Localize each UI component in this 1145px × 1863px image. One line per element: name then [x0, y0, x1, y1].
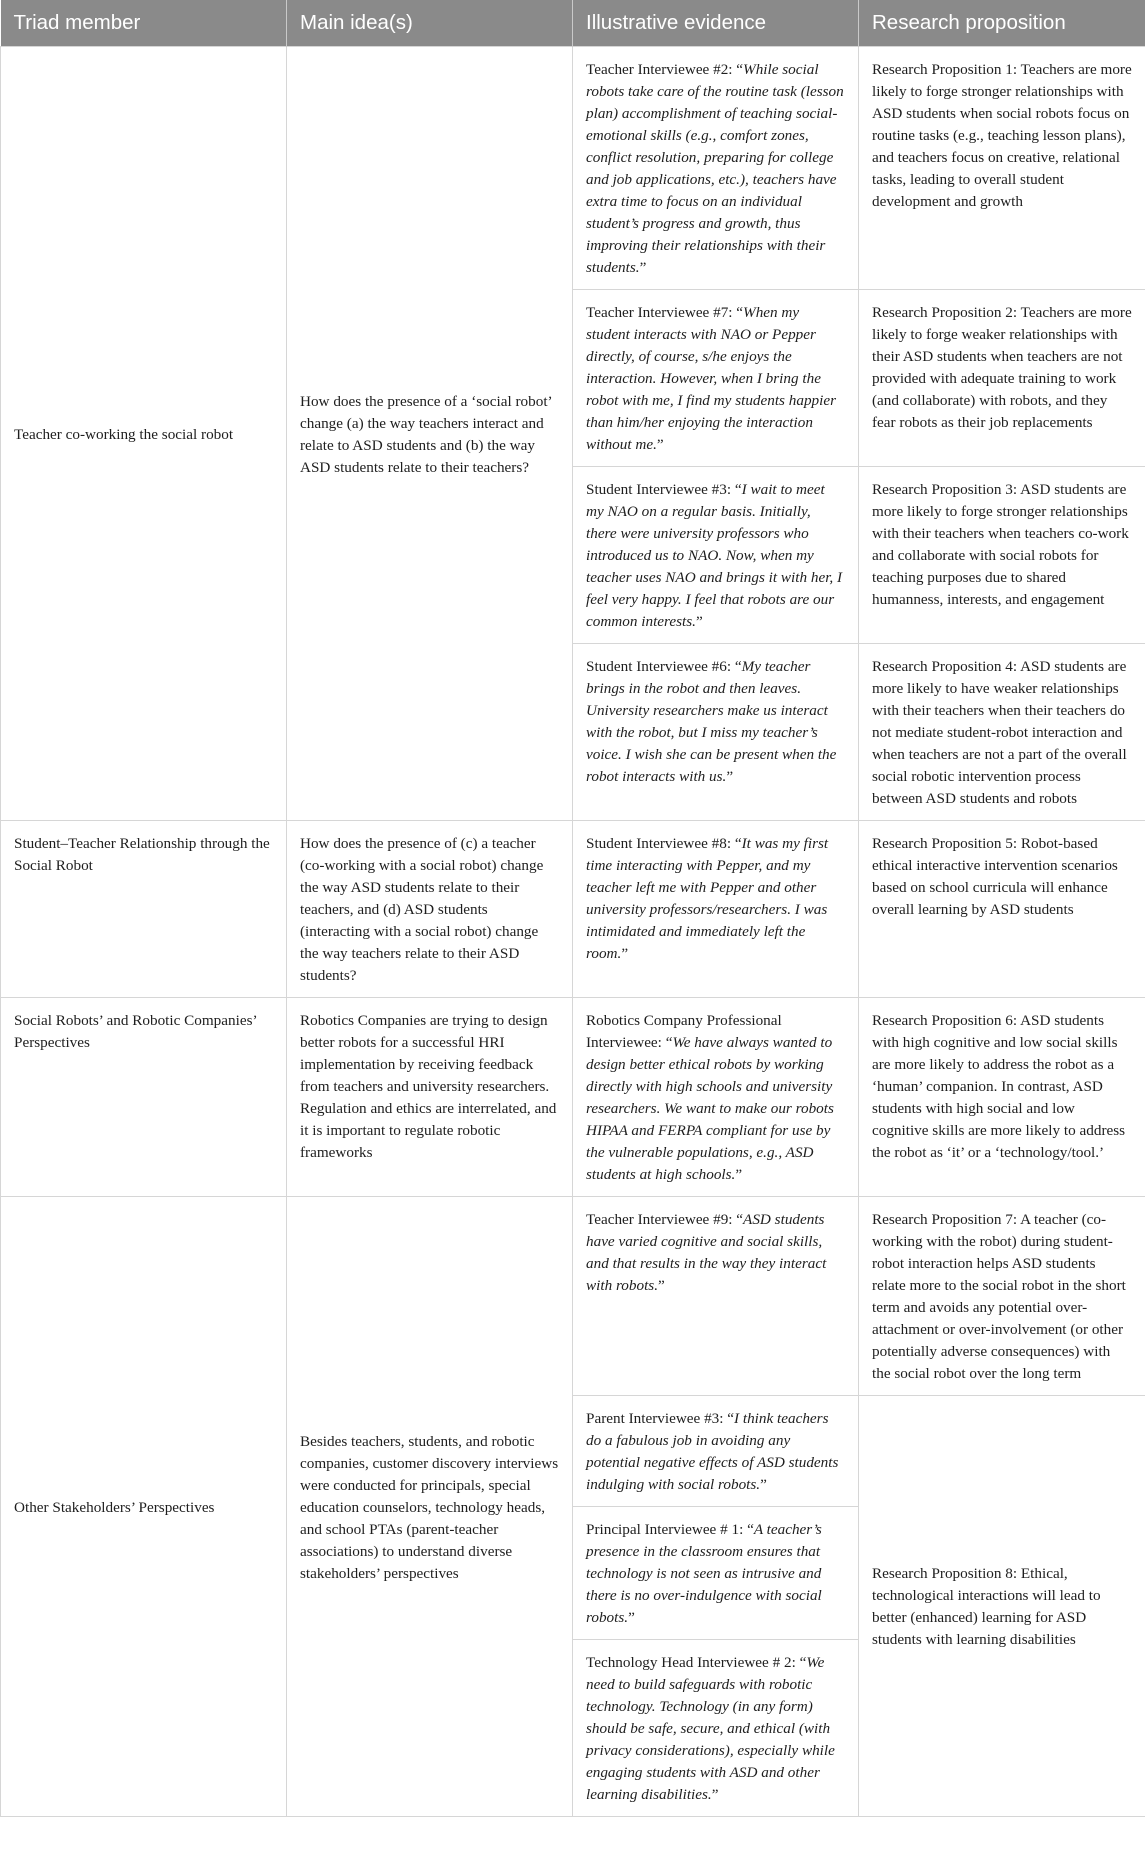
evidence-source: Principal Interviewee # 1: “: [586, 1521, 754, 1538]
evidence-close-quote: ”: [735, 1166, 743, 1183]
header-row: [1, 0, 1145, 47]
proposition-cell: Research Proposition 5: Robot-based ethical interactive intervention scenarios based on school curricula will enhance overall learning by ASD students: [859, 821, 1145, 998]
evidence-source: Student Interviewee #3: “: [586, 481, 742, 498]
table-body: [1, 47, 1145, 1817]
table-row: [1, 47, 1145, 290]
evidence-cell: [573, 1640, 859, 1817]
proposition-cell: Research Proposition 7: A teacher (co-working with the robot) during student-robot interaction helps ASD students relate more to the social robot in the short term and avoids any potential over-attachment or over-involvement (or other potentially adverse consequences) with the social robot over the long term: [859, 1197, 1145, 1396]
proposition-cell: Research Proposition 3: ASD students are more likely to forge stronger relationships with their teachers when teachers co-work and collaborate with social robots for teaching purposes due to shared humanness, interests, and engagement: [859, 467, 1145, 644]
evidence-quote: It was my first time interacting with Pepper, and my teacher left me with Pepper and other university professors/researchers. I was intimidated and immediately left the room.: [586, 835, 829, 962]
evidence-quote: We need to build safeguards with robotic technology. Technology (in any form) should be safe, secure, and ethical (with privacy considerations), especially while engaging students with ASD and other learning disabilities.: [586, 1654, 835, 1803]
table-row: [1, 821, 1145, 998]
evidence-quote: I wait to meet my NAO on a regular basis. Initially, there were university professors who introduced us to NAO. Now, when my teacher uses NAO and brings it with her, I feel very happy. I feel that robots are our common interests.: [586, 481, 843, 630]
header-illustrative-evidence: Illustrative evidence: [573, 0, 859, 47]
main-idea-cell: How does the presence of (c) a teacher (co-working with a social robot) change the way ASD students relate to their teachers, and (d) ASD students (interacting with a social robot) change the way teachers relate to their ASD students?: [287, 821, 573, 998]
header-research-proposition: Research proposition: [859, 0, 1145, 47]
proposition-cell: Research Proposition 1: Teachers are more likely to forge stronger relationships with ASD students when social robots focus on routine tasks (e.g., teaching lesson plans), and teachers focus on creative, relational tasks, leading to overall student development and growth: [859, 47, 1145, 290]
evidence-cell: [573, 47, 859, 290]
triad-member-cell: Teacher co-working the social robot: [1, 47, 287, 821]
evidence-cell: [573, 998, 859, 1197]
evidence-source: Student Interviewee #6: “: [586, 658, 742, 675]
evidence-quote: ASD students have varied cognitive and social skills, and that results in the way they interact with robots.: [586, 1211, 827, 1294]
triad-member-cell: Student–Teacher Relationship through the Social Robot: [1, 821, 287, 998]
evidence-source: Technology Head Interviewee # 2: “: [586, 1654, 807, 1671]
evidence-source: Parent Interviewee #3: “: [586, 1410, 735, 1427]
evidence-quote: We have always wanted to design better ethical robots by working directly with high schools and university researchers. We want to make our robots HIPAA and FERPA compliant for use by the vulnerable populations, e.g., ASD students at high schools.: [586, 1034, 834, 1183]
proposition-cell: Research Proposition 8: Ethical, technological interactions will lead to better (enhanced) learning for ASD students with learning disabilities: [859, 1396, 1145, 1817]
main-idea-cell: How does the presence of a ‘social robot’ change (a) the way teachers interact and relate to ASD students and (b) the way ASD students relate to their teachers?: [287, 47, 573, 821]
evidence-close-quote: ”: [695, 613, 703, 630]
evidence-cell: [573, 821, 859, 998]
table-row: [1, 998, 1145, 1197]
evidence-close-quote: ”: [726, 768, 734, 785]
evidence-cell: [573, 290, 859, 467]
evidence-close-quote: ”: [711, 1786, 719, 1803]
evidence-source: Teacher Interviewee #7: “: [586, 304, 744, 321]
table-header: [1, 0, 1145, 47]
evidence-quote: While social robots take care of the routine task (lesson plan) accomplishment of teaching social-emotional skills (e.g., comfort zones, conflict resolution, preparing for college and job applications, etc.), teachers have extra time to focus on an individual student’s progress and growth, thus improving their relationships with their students.: [586, 61, 844, 276]
evidence-quote: When my student interacts with NAO or Pepper directly, of course, s/he enjoys the interaction. However, when I bring the robot with me, I find my students happier than him/her enjoying the interaction without me.: [586, 304, 837, 453]
evidence-source: Teacher Interviewee #2: “: [586, 61, 744, 78]
header-triad-member: Triad member: [1, 0, 287, 47]
evidence-cell: [573, 644, 859, 821]
evidence-quote: My teacher brings in the robot and then leaves. University researchers make us interact with the robot, but I miss my teacher’s voice. I wish she can be present when the robot interacts with us.: [586, 658, 837, 785]
evidence-cell: [573, 1197, 859, 1396]
evidence-cell: [573, 1396, 859, 1507]
evidence-quote: I think teachers do a fabulous job in avoiding any potential negative effects of ASD students indulging with social robots.: [586, 1410, 839, 1493]
evidence-close-quote: ”: [658, 1277, 665, 1294]
main-idea-cell: Besides teachers, students, and robotic companies, customer discovery interviews were conducted for principals, special education counselors, technology heads, and school PTAs (parent-teacher associations) to understand diverse stakeholders’ perspectives: [287, 1197, 573, 1817]
main-idea-cell: Robotics Companies are trying to design better robots for a successful HRI implementation by receiving feedback from teachers and university researchers. Regulation and ethics are interrelated, and it is important to regulate robotic frameworks: [287, 998, 573, 1197]
evidence-source: Student Interviewee #8: “: [586, 835, 742, 852]
evidence-close-quote: ”: [760, 1476, 767, 1493]
evidence-cell: [573, 467, 859, 644]
evidence-close-quote: ”: [628, 1609, 635, 1626]
evidence-close-quote: ”: [621, 945, 629, 962]
proposition-cell: Research Proposition 2: Teachers are more likely to forge weaker relationships with their ASD students when teachers are not provided with adequate training to work (and collaborate) with robots, and they fear robots as their job replacements: [859, 290, 1145, 467]
proposition-cell: Research Proposition 6: ASD students with high cognitive and low social skills are more likely to address the robot as a ‘human’ companion. In contrast, ASD students with high social and low cognitive skills are more likely to address the robot as ‘it’ or a ‘technology/tool.’: [859, 998, 1145, 1197]
proposition-cell: Research Proposition 4: ASD students are more likely to have weaker relationships with their teachers when their teachers do not mediate student-robot interaction and when teachers are not a part of the overall social robotic intervention process between ASD students and robots: [859, 644, 1145, 821]
header-main-ideas: Main idea(s): [287, 0, 573, 47]
evidence-quote: A teacher’s presence in the classroom ensures that technology is not seen as intrusive and there is no over-indulgence with social robots.: [586, 1521, 822, 1626]
triad-member-cell: Social Robots’ and Robotic Companies’ Perspectives: [1, 998, 287, 1197]
evidence-source: Teacher Interviewee #9: “: [586, 1211, 744, 1228]
triad-member-cell: Other Stakeholders’ Perspectives: [1, 1197, 287, 1817]
evidence-source: Robotics Company Professional Interviewee: “: [586, 1012, 782, 1051]
table-row: [1, 1197, 1145, 1396]
evidence-close-quote: ”: [639, 259, 647, 276]
evidence-cell: [573, 1507, 859, 1640]
evidence-close-quote: ”: [656, 436, 664, 453]
